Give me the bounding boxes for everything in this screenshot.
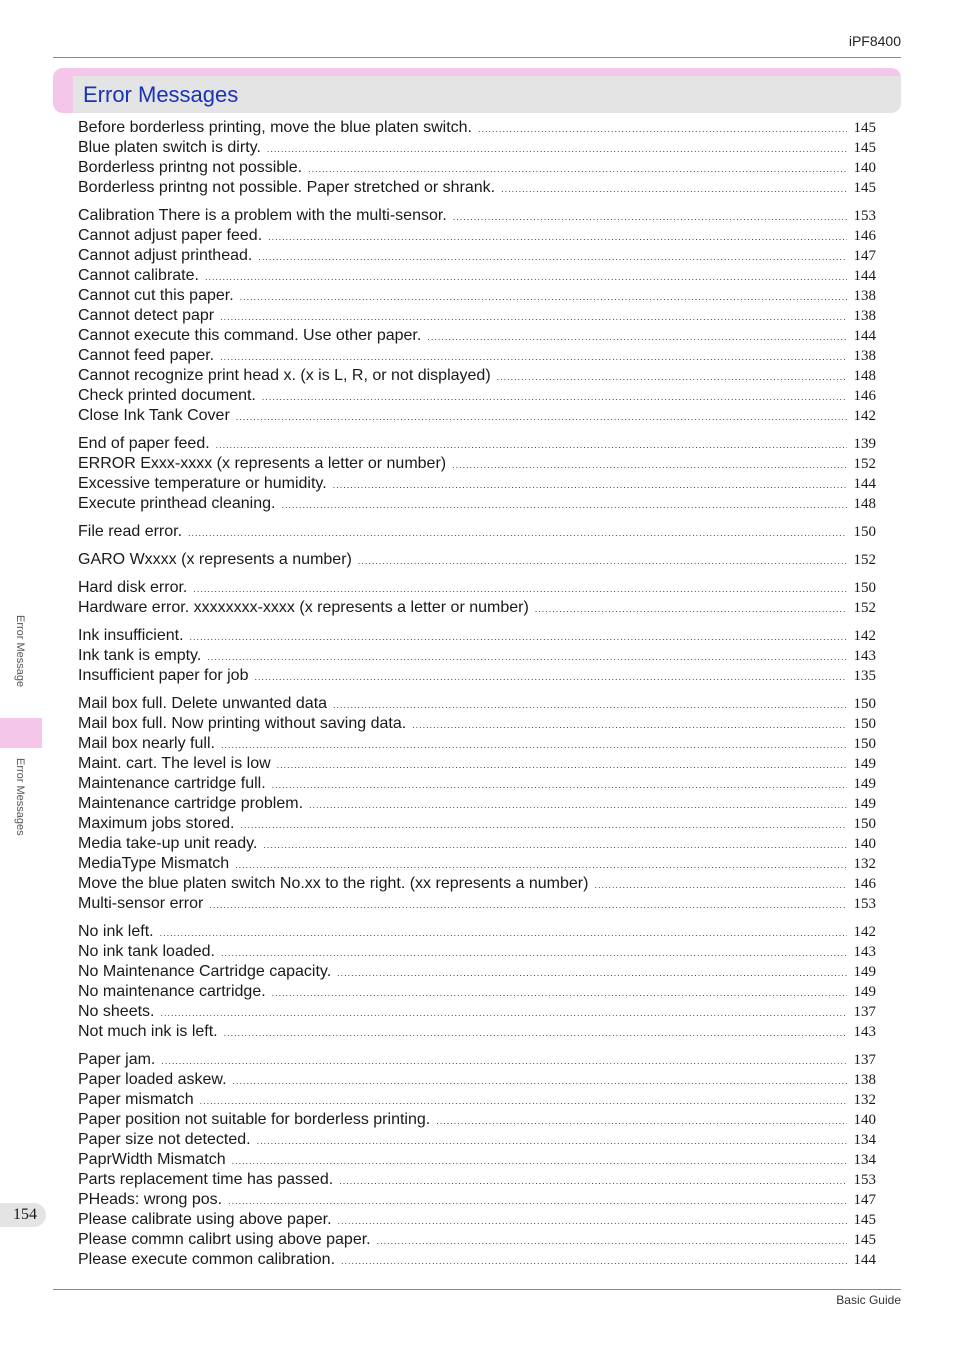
index-entry-link[interactable]: [78, 118, 876, 138]
entry-label: PaprWidth Mismatch: [78, 1151, 226, 1168]
index-entry-link[interactable]: [78, 814, 876, 834]
entry-label: Paper position not suitable for borderless printing.: [78, 1111, 431, 1128]
index-entry-link[interactable]: [78, 1050, 876, 1070]
entry-label: Paper jam.: [78, 1051, 156, 1068]
index-entry-link[interactable]: [78, 734, 876, 754]
entry-page-number: 138: [853, 1072, 876, 1088]
dot-leader: [160, 923, 847, 943]
entry-label: Cannot recognize print head x. (x is L, R, or not displayed): [78, 367, 491, 384]
entry-page-number: 137: [853, 1004, 876, 1020]
entry-page-number: 132: [853, 1092, 876, 1108]
entry-label: Please commn calibrt using above paper.: [78, 1231, 371, 1248]
dot-leader: [339, 1171, 847, 1191]
dot-leader: [221, 735, 847, 755]
index-entry-link[interactable]: [78, 694, 876, 714]
index-group: [78, 522, 876, 542]
dot-leader: [535, 599, 847, 619]
index-entry-link[interactable]: [78, 942, 876, 962]
entry-label: Hard disk error.: [78, 579, 188, 596]
dot-leader: [341, 1251, 847, 1271]
dot-leader: [501, 179, 847, 199]
index-entry-link[interactable]: [78, 834, 876, 854]
index-entry-link[interactable]: [78, 178, 876, 198]
entry-page-number: 142: [853, 628, 876, 644]
entry-page-number: 149: [853, 984, 876, 1000]
index-group: [78, 206, 876, 426]
entry-page-number: 149: [853, 776, 876, 792]
entry-label: Cannot detect papr: [78, 307, 215, 324]
entry-label: Ink insufficient.: [78, 627, 184, 644]
entry-page-number: 139: [853, 436, 876, 452]
footer-divider: [53, 1289, 901, 1290]
index-group: [78, 578, 876, 618]
header-divider: [53, 57, 901, 58]
entry-page-number: 140: [853, 836, 876, 852]
entry-page-number: 153: [853, 896, 876, 912]
index-entry-link[interactable]: [78, 646, 876, 666]
dot-leader: [338, 1211, 847, 1231]
dot-leader: [281, 495, 847, 515]
entry-page-number: 144: [853, 268, 876, 284]
header-accent-side: [53, 68, 73, 113]
dot-leader: [258, 247, 847, 267]
dot-leader: [453, 207, 847, 227]
entry-page-number: 144: [853, 328, 876, 344]
index-entry-link[interactable]: [78, 626, 876, 646]
entry-page-number: 145: [853, 1212, 876, 1228]
dot-leader: [333, 475, 847, 495]
index-group: [78, 694, 876, 914]
dot-leader: [240, 287, 847, 307]
entry-label: Maximum jobs stored.: [78, 815, 235, 832]
dot-leader: [309, 795, 847, 815]
dot-leader: [257, 1131, 847, 1151]
index-group: [78, 1050, 876, 1270]
entry-label: Execute printhead cleaning.: [78, 495, 276, 512]
sidebar-section-tab[interactable]: [12, 758, 28, 858]
entry-page-number: 152: [853, 552, 876, 568]
entry-page-number: 145: [853, 140, 876, 156]
section-header: [53, 68, 901, 113]
model-name: iPF8400: [848, 33, 901, 49]
page-number: 154: [13, 1206, 37, 1223]
dot-leader: [220, 307, 847, 327]
entry-page-number: 150: [853, 736, 876, 752]
dot-leader: [267, 139, 847, 159]
index-entry-link[interactable]: [78, 598, 876, 618]
entry-label: Cannot cut this paper.: [78, 287, 234, 304]
entry-label: Ink tank is empty.: [78, 647, 202, 664]
dot-leader: [412, 715, 847, 735]
entry-label: Cannot adjust paper feed.: [78, 227, 263, 244]
entry-label: Hardware error. xxxxxxxx-xxxx (x represents a letter or number): [78, 599, 529, 616]
entry-page-number: 146: [853, 228, 876, 244]
entry-page-number: 148: [853, 496, 876, 512]
index-entry-link[interactable]: [78, 386, 876, 406]
entry-page-number: 145: [853, 1232, 876, 1248]
index-group: [78, 434, 876, 514]
entry-page-number: 149: [853, 796, 876, 812]
dot-leader: [188, 523, 847, 543]
index-entry-link[interactable]: [78, 1130, 876, 1150]
dot-leader: [272, 775, 847, 795]
entry-label: Paper mismatch: [78, 1091, 194, 1108]
entry-label: No sheets.: [78, 1003, 155, 1020]
index-entry-link[interactable]: [78, 286, 876, 306]
entry-page-number: 134: [853, 1152, 876, 1168]
index-entry-link[interactable]: [78, 1230, 876, 1250]
index-entry-link[interactable]: [78, 266, 876, 286]
index-entry-link[interactable]: [78, 158, 876, 178]
entry-label: Not much ink is left.: [78, 1023, 218, 1040]
entry-page-number: 150: [853, 524, 876, 540]
index-entry-link[interactable]: [78, 226, 876, 246]
entry-label: Media take-up unit ready.: [78, 835, 258, 852]
dot-leader: [478, 119, 847, 139]
index-entry-link[interactable]: [78, 434, 876, 454]
dot-leader: [497, 367, 847, 387]
index-entry-link[interactable]: [78, 206, 876, 226]
index-entry-link[interactable]: [78, 794, 876, 814]
header-accent-bar: [53, 68, 901, 76]
index-entry-link[interactable]: [78, 854, 876, 874]
entry-label: Borderless printng not possible. Paper stretched or shrank.: [78, 179, 496, 196]
index-group: [78, 118, 876, 198]
page-number-tab: [0, 1203, 46, 1227]
index-entry-link[interactable]: [78, 774, 876, 794]
index-entry-link[interactable]: [78, 666, 876, 686]
index-entry-link[interactable]: [78, 874, 876, 894]
dot-leader: [268, 227, 847, 247]
entry-page-number: 132: [853, 856, 876, 872]
dot-leader: [254, 667, 847, 687]
entry-label: Paper size not detected.: [78, 1131, 251, 1148]
entry-label: Excessive temperature or humidity.: [78, 475, 327, 492]
entry-label: No Maintenance Cartridge capacity.: [78, 963, 332, 980]
dot-leader: [228, 1191, 847, 1211]
entry-page-number: 147: [853, 1192, 876, 1208]
index-entry-link[interactable]: [78, 454, 876, 474]
entry-page-number: 149: [853, 964, 876, 980]
dot-leader: [220, 347, 847, 367]
entry-label: Please calibrate using above paper.: [78, 1211, 332, 1228]
entry-page-number: 143: [853, 648, 876, 664]
entry-label: No maintenance cartridge.: [78, 983, 266, 1000]
entry-label: Multi-sensor error: [78, 895, 204, 912]
entry-label: Mail box full. Delete unwanted data: [78, 695, 328, 712]
entry-label: Blue platen switch is dirty.: [78, 139, 261, 156]
index-entry-link[interactable]: [78, 326, 876, 346]
dot-leader: [221, 943, 847, 963]
entry-label: File read error.: [78, 523, 183, 540]
entry-page-number: 150: [853, 580, 876, 596]
entry-label: Insufficient paper for job: [78, 667, 249, 684]
entry-label: Cannot execute this command. Use other paper.: [78, 327, 422, 344]
sidebar-section-label: Error Messages: [14, 758, 26, 836]
entry-page-number: 152: [853, 456, 876, 472]
dot-leader: [161, 1051, 847, 1071]
entry-label: Paper loaded askew.: [78, 1071, 227, 1088]
index-entry-link[interactable]: [78, 1210, 876, 1230]
entry-label: Please execute common calibration.: [78, 1251, 336, 1268]
dot-leader: [308, 159, 847, 179]
entry-page-number: 153: [853, 208, 876, 224]
entry-label: PHeads: wrong pos.: [78, 1191, 223, 1208]
error-message-index: [78, 118, 876, 1278]
dot-leader: [436, 1111, 847, 1131]
dot-leader: [216, 435, 847, 455]
entry-page-number: 144: [853, 476, 876, 492]
index-group: [78, 626, 876, 686]
entry-label: Cannot calibrate.: [78, 267, 199, 284]
index-entry-link[interactable]: [78, 962, 876, 982]
entry-page-number: 140: [853, 160, 876, 176]
dot-leader: [277, 755, 847, 775]
index-entry-link[interactable]: [78, 550, 876, 570]
entry-label: Cannot feed paper.: [78, 347, 215, 364]
dot-leader: [207, 647, 847, 667]
index-entry-link[interactable]: [78, 1070, 876, 1090]
dot-leader: [200, 1091, 847, 1111]
entry-page-number: 143: [853, 944, 876, 960]
index-entry-link[interactable]: [78, 1170, 876, 1190]
dot-leader: [193, 579, 847, 599]
index-entry-link[interactable]: [78, 474, 876, 494]
entry-page-number: 150: [853, 816, 876, 832]
index-entry-link[interactable]: [78, 522, 876, 542]
entry-label: Mail box full. Now printing without saving data.: [78, 715, 407, 732]
entry-page-number: 137: [853, 1052, 876, 1068]
section-title: Error Messages: [83, 82, 239, 107]
dot-leader: [452, 455, 847, 475]
entry-label: GARO Wxxxx (x represents a number): [78, 551, 352, 568]
dot-leader: [263, 835, 847, 855]
entry-label: MediaType Mismatch: [78, 855, 230, 872]
entry-label: Maintenance cartridge full.: [78, 775, 266, 792]
dot-leader: [209, 895, 847, 915]
entry-page-number: 145: [853, 120, 876, 136]
index-entry-link[interactable]: [78, 982, 876, 1002]
dot-leader: [205, 267, 847, 287]
index-entry-link[interactable]: [78, 894, 876, 914]
entry-label: ERROR Exxx-xxxx (x represents a letter or number): [78, 455, 447, 472]
index-entry-link[interactable]: [78, 754, 876, 774]
sidebar-chapter-tab[interactable]: [12, 615, 28, 710]
dot-leader: [190, 627, 847, 647]
entry-page-number: 149: [853, 756, 876, 772]
dot-leader: [233, 1071, 847, 1091]
index-entry-link[interactable]: [78, 1002, 876, 1022]
entry-page-number: 148: [853, 368, 876, 384]
index-entry-link[interactable]: [78, 1150, 876, 1170]
entry-label: End of paper feed.: [78, 435, 210, 452]
dot-leader: [272, 983, 847, 1003]
dot-leader: [333, 695, 847, 715]
sidebar-current-marker: [0, 718, 42, 748]
entry-page-number: 142: [853, 924, 876, 940]
entry-label: Close Ink Tank Cover: [78, 407, 230, 424]
entry-label: Maintenance cartridge problem.: [78, 795, 304, 812]
entry-page-number: 138: [853, 288, 876, 304]
entry-page-number: 153: [853, 1172, 876, 1188]
entry-page-number: 146: [853, 388, 876, 404]
entry-label: Move the blue platen switch No.xx to the right. (xx represents a number): [78, 875, 589, 892]
entry-label: No ink left.: [78, 923, 154, 940]
dot-leader: [377, 1231, 847, 1251]
entry-label: Check printed document.: [78, 387, 256, 404]
entry-label: Borderless printng not possible.: [78, 159, 303, 176]
entry-page-number: 152: [853, 600, 876, 616]
entry-page-number: 150: [853, 716, 876, 732]
entry-label: Mail box nearly full.: [78, 735, 215, 752]
dot-leader: [160, 1003, 847, 1023]
index-entry-link[interactable]: [78, 346, 876, 366]
entry-page-number: 146: [853, 876, 876, 892]
dot-leader: [236, 407, 847, 427]
index-entry-link[interactable]: [78, 366, 876, 386]
index-entry-link[interactable]: [78, 1090, 876, 1110]
dot-leader: [241, 815, 848, 835]
entry-page-number: 144: [853, 1252, 876, 1268]
index-entry-link[interactable]: [78, 406, 876, 426]
index-entry-link[interactable]: [78, 714, 876, 734]
entry-page-number: 145: [853, 180, 876, 196]
entry-label: Before borderless printing, move the blue platen switch.: [78, 119, 472, 136]
dot-leader: [594, 875, 847, 895]
entry-label: Calibration There is a problem with the multi-sensor.: [78, 207, 447, 224]
dot-leader: [232, 1151, 847, 1171]
dot-leader: [224, 1023, 847, 1043]
entry-label: Cannot adjust printhead.: [78, 247, 253, 264]
entry-page-number: 138: [853, 348, 876, 364]
index-group: [78, 550, 876, 570]
index-entry-link[interactable]: [78, 1110, 876, 1130]
entry-page-number: 142: [853, 408, 876, 424]
index-entry-link[interactable]: [78, 246, 876, 266]
entry-label: Parts replacement time has passed.: [78, 1171, 334, 1188]
entry-page-number: 140: [853, 1112, 876, 1128]
entry-page-number: 150: [853, 696, 876, 712]
index-entry-link[interactable]: [78, 922, 876, 942]
entry-page-number: 135: [853, 668, 876, 684]
index-entry-link[interactable]: [78, 1190, 876, 1210]
entry-label: No ink tank loaded.: [78, 943, 215, 960]
dot-leader: [235, 855, 847, 875]
entry-page-number: 147: [853, 248, 876, 264]
dot-leader: [262, 387, 847, 407]
index-entry-link[interactable]: [78, 1022, 876, 1042]
dot-leader: [337, 963, 847, 983]
entry-page-number: 138: [853, 308, 876, 324]
dot-leader: [427, 327, 847, 347]
index-entry-link[interactable]: [78, 138, 876, 158]
index-group: [78, 922, 876, 1042]
index-entry-link[interactable]: [78, 1250, 876, 1270]
entry-page-number: 134: [853, 1132, 876, 1148]
sidebar-chapter-label: Error Message: [14, 615, 26, 688]
index-entry-link[interactable]: [78, 306, 876, 326]
index-entry-link[interactable]: [78, 494, 876, 514]
entry-page-number: 143: [853, 1024, 876, 1040]
dot-leader: [358, 551, 847, 571]
entry-label: Maint. cart. The level is low: [78, 755, 271, 772]
index-entry-link[interactable]: [78, 578, 876, 598]
guide-name: Basic Guide: [836, 1293, 901, 1307]
